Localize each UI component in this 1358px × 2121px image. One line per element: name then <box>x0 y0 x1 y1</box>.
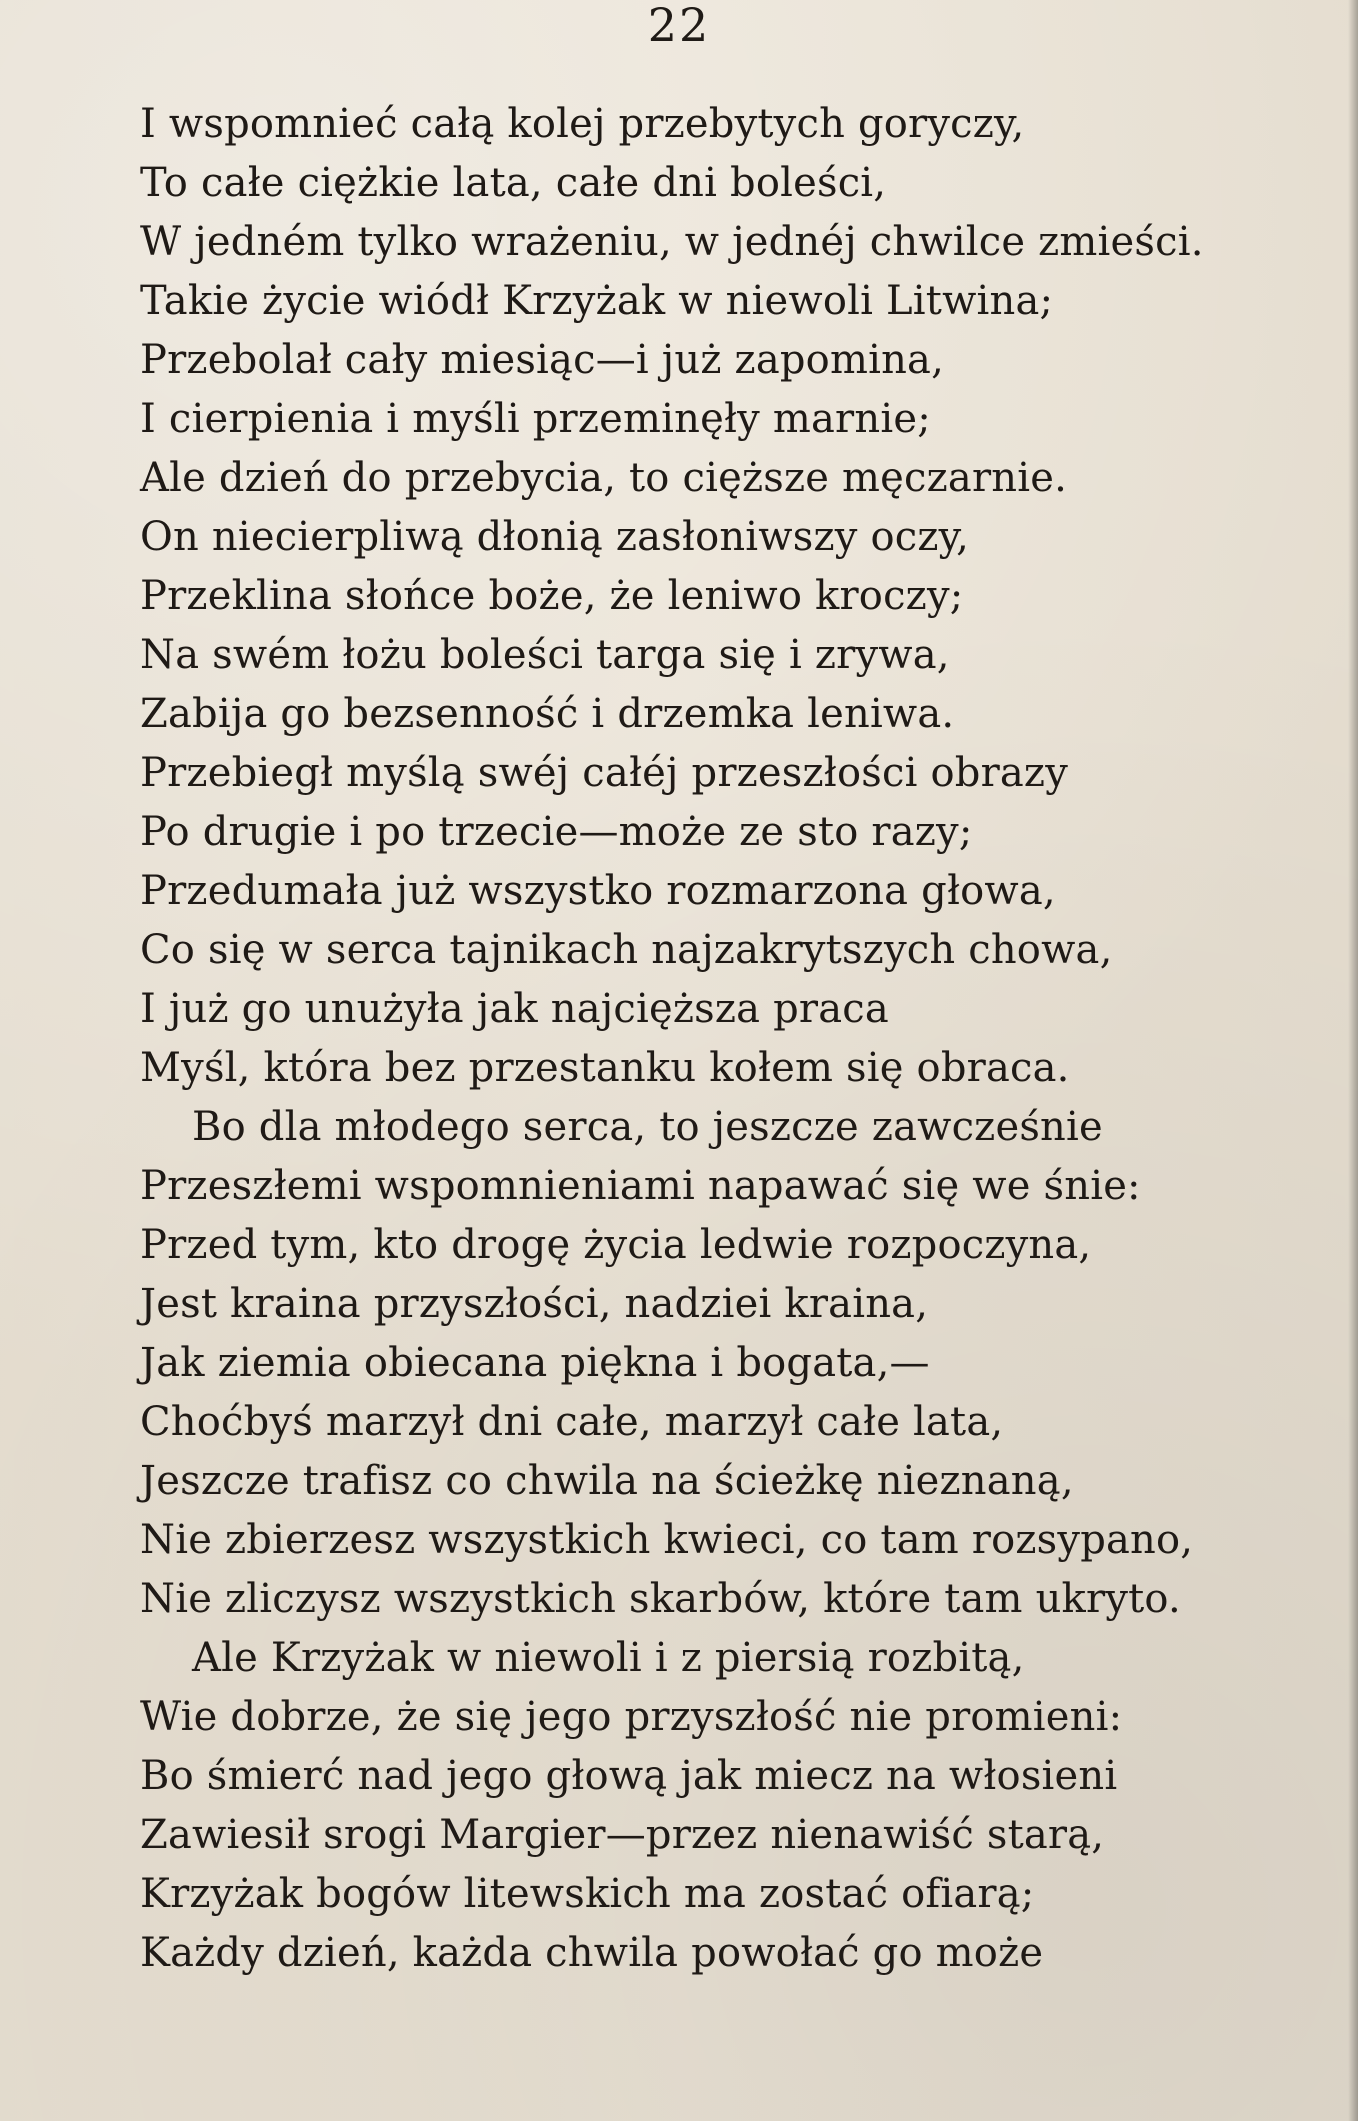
poem-line: Przeszłemi wspomnieniami napawać się we śnie: <box>140 1163 1141 1209</box>
poem-line: Nie zliczysz wszystkich skarbów, które tam ukryto. <box>140 1576 1181 1622</box>
poem-line: Przebiegł myślą swéj całéj przeszłości obrazy <box>140 750 1069 796</box>
poem-line: I już go unużyła jak najcięższa praca <box>140 986 889 1032</box>
poem-line: Po drugie i po trzecie—może ze sto razy; <box>140 809 973 855</box>
poem-line: Ale dzień do przebycia, to cięższe męczarnie. <box>140 455 1068 501</box>
poem-line: Zawiesił srogi Margier—przez nienawiść starą, <box>140 1812 1105 1858</box>
page-edge-shadow <box>1348 0 1358 2121</box>
poem-line: I wspomnieć całą kolej przebytych goryczy, <box>140 101 1025 147</box>
poem-line: Zabija go bezsenność i drzemka leniwa. <box>140 691 955 737</box>
poem-line: To całe ciężkie lata, całe dni boleści, <box>140 160 887 206</box>
poem-line: W jedném tylko wrażeniu, w jednéj chwilce zmieści. <box>140 219 1204 265</box>
poem-line: Jest kraina przyszłości, nadziei kraina, <box>140 1281 929 1327</box>
poem-line: Jeszcze trafisz co chwila na ścieżkę nieznaną, <box>140 1458 1074 1504</box>
poem-line: Wie dobrze, że się jego przyszłość nie promieni: <box>140 1694 1123 1740</box>
poem-line: Każdy dzień, każda chwila powołać go może <box>140 1930 1044 1976</box>
poem-line: Myśl, która bez przestanku kołem się obraca. <box>140 1045 1070 1091</box>
poem-line: I cierpienia i myśli przeminęły marnie; <box>140 396 931 442</box>
poem-line: Nie zbierzesz wszystkich kwieci, co tam rozsypano, <box>140 1517 1194 1563</box>
page-number: 22 <box>647 0 711 52</box>
poem-text <box>140 95 1310 1983</box>
poem-line: Bo dla młodego serca, to jeszcze zawcześnie <box>192 1104 1103 1150</box>
poem-line: Ale Krzyżak w niewoli i z piersią rozbitą, <box>192 1635 1025 1681</box>
poem-line: Takie życie wiódł Krzyżak w niewoli Litwina; <box>140 278 1054 324</box>
poem-line: Co się w serca tajnikach najzakrytszych chowa, <box>140 927 1113 973</box>
poem-line: Jak ziemia obiecana piękna i bogata,— <box>140 1340 930 1386</box>
poem-line: Na swém łożu boleści targa się i zrywa, <box>140 632 950 678</box>
poem-line: Przeklina słońce boże, że leniwo kroczy; <box>140 573 964 619</box>
poem-line: Przebolał cały miesiąc—i już zapomina, <box>140 337 945 383</box>
poem-line: On niecierpliwą dłonią zasłoniwszy oczy, <box>140 514 970 560</box>
poem-line: Choćbyś marzył dni całe, marzył całe lata, <box>140 1399 1004 1445</box>
poem-line: Przedumała już wszystko rozmarzona głowa, <box>140 868 1056 914</box>
poem-line: Przed tym, kto drogę życia ledwie rozpoczyna, <box>140 1222 1092 1268</box>
poem-line: Bo śmierć nad jego głową jak miecz na włosieni <box>140 1753 1118 1799</box>
poem-line: Krzyżak bogów litewskich ma zostać ofiarą; <box>140 1871 1035 1917</box>
